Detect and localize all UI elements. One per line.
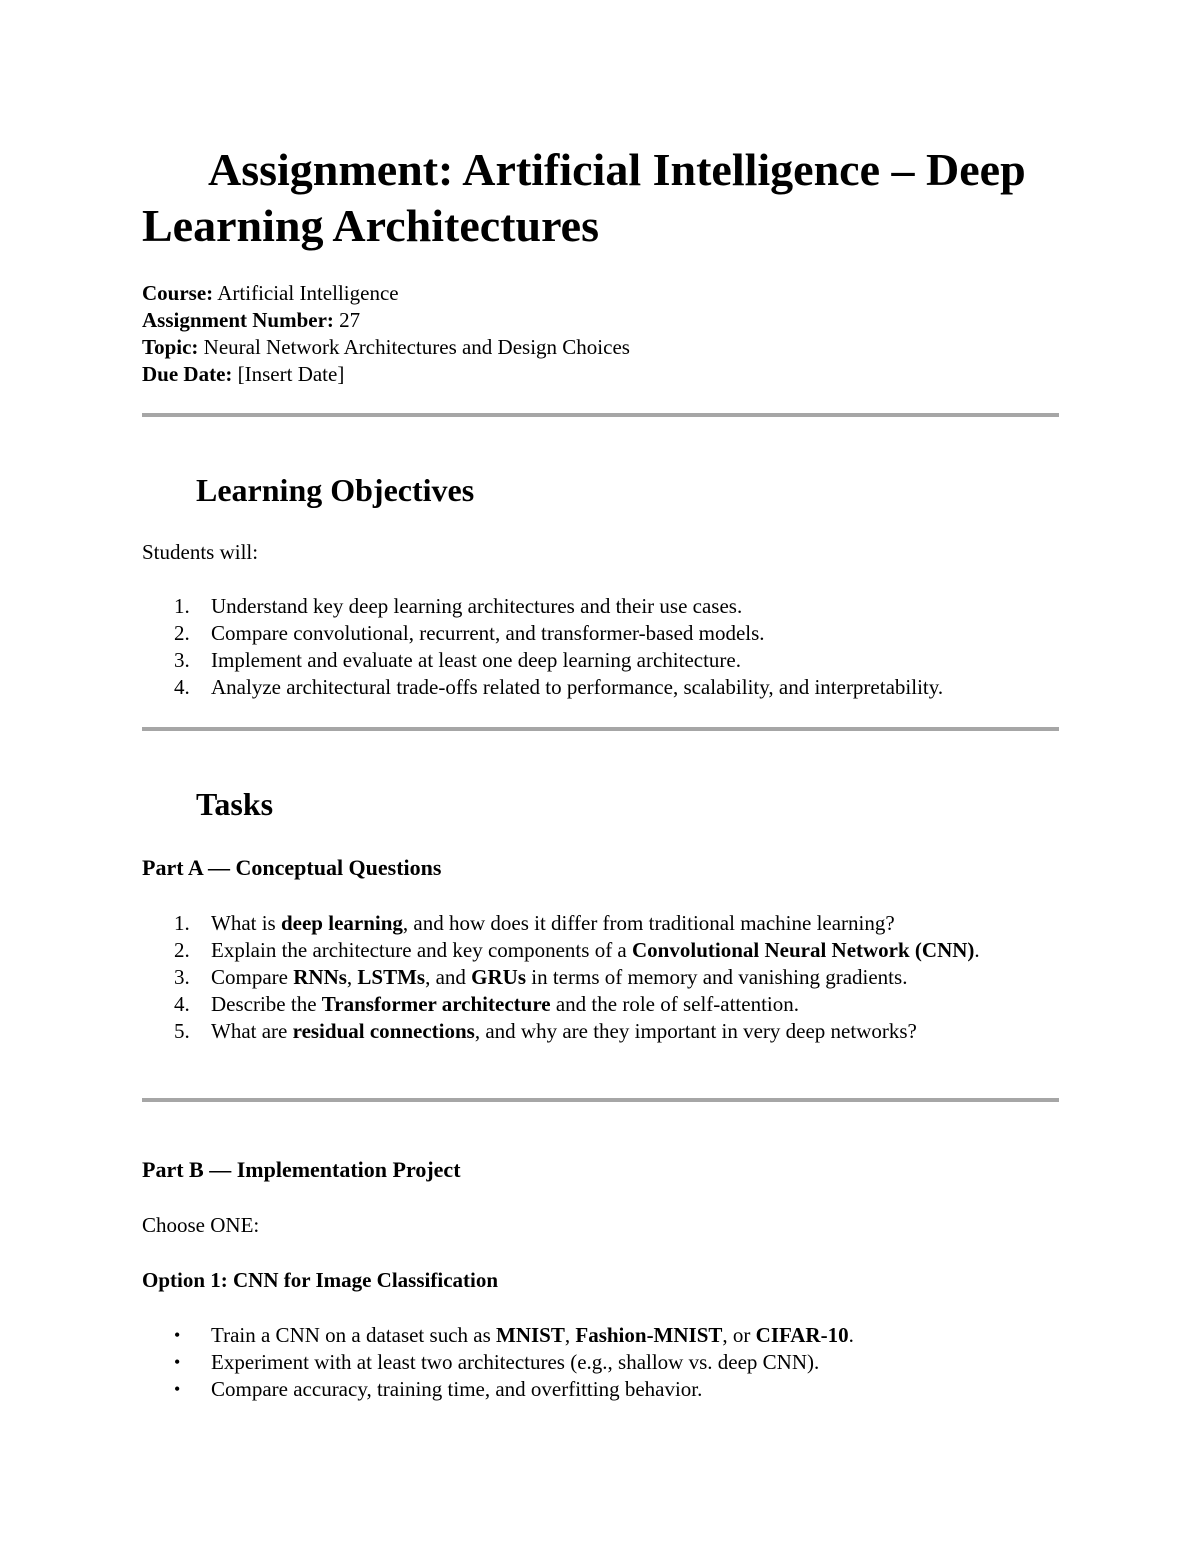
list-item: 4. Analyze architectural trade-offs related to performance, scalability, and interpretability. bbox=[174, 675, 944, 699]
meta-assignment-number: Assignment Number: 27 bbox=[142, 308, 361, 332]
list-item: 2. Explain the architecture and key components of a Convolutional Neural Network (CNN). bbox=[174, 938, 980, 962]
part-b-intro: Choose ONE: bbox=[142, 1213, 260, 1237]
divider bbox=[142, 413, 1059, 417]
objectives-list bbox=[142, 593, 1042, 701]
part-a-questions bbox=[142, 910, 1042, 1045]
tasks-heading: Tasks bbox=[196, 786, 274, 822]
list-item: • Train a CNN on a dataset such as MNIST, Fashion-MNIST, or CIFAR-10. bbox=[174, 1323, 854, 1347]
part-a-heading: Part A — Conceptual Questions bbox=[142, 855, 442, 880]
list-item: 5. What are residual connections, and why are they important in very deep networks? bbox=[174, 1019, 917, 1043]
list-item: • Experiment with at least two architectures (e.g., shallow vs. deep CNN). bbox=[174, 1350, 820, 1374]
option-1-bullets bbox=[142, 1322, 1042, 1403]
option-1-heading: Option 1: CNN for Image Classification bbox=[142, 1268, 499, 1292]
list-item: 2. Compare convolutional, recurrent, and transformer-based models. bbox=[174, 621, 765, 645]
divider bbox=[142, 727, 1059, 731]
list-item: 4. Describe the Transformer architecture and the role of self-attention. bbox=[174, 992, 800, 1016]
meta-course: Course: Artificial Intelligence bbox=[142, 281, 399, 305]
list-item: • Compare accuracy, training time, and overfitting behavior. bbox=[174, 1377, 703, 1401]
meta-due-date: Due Date: [Insert Date] bbox=[142, 362, 345, 386]
objectives-heading: Learning Objectives bbox=[196, 472, 475, 508]
list-item: 1. Understand key deep learning architectures and their use cases. bbox=[174, 594, 743, 618]
page-title: Assignment: Artificial Intelligence – Deep Learning Architectures bbox=[142, 144, 1026, 251]
list-item: 3. Compare RNNs, LSTMs, and GRUs in terms of memory and vanishing gradients. bbox=[174, 965, 908, 989]
list-item: 1. What is deep learning, and how does it differ from traditional machine learning? bbox=[174, 911, 895, 935]
objectives-intro: Students will: bbox=[142, 540, 259, 564]
list-item: 3. Implement and evaluate at least one deep learning architecture. bbox=[174, 648, 741, 672]
divider bbox=[142, 1098, 1059, 1102]
meta-topic: Topic: Neural Network Architectures and Design Choices bbox=[142, 335, 630, 359]
part-b-heading: Part B — Implementation Project bbox=[142, 1157, 461, 1182]
